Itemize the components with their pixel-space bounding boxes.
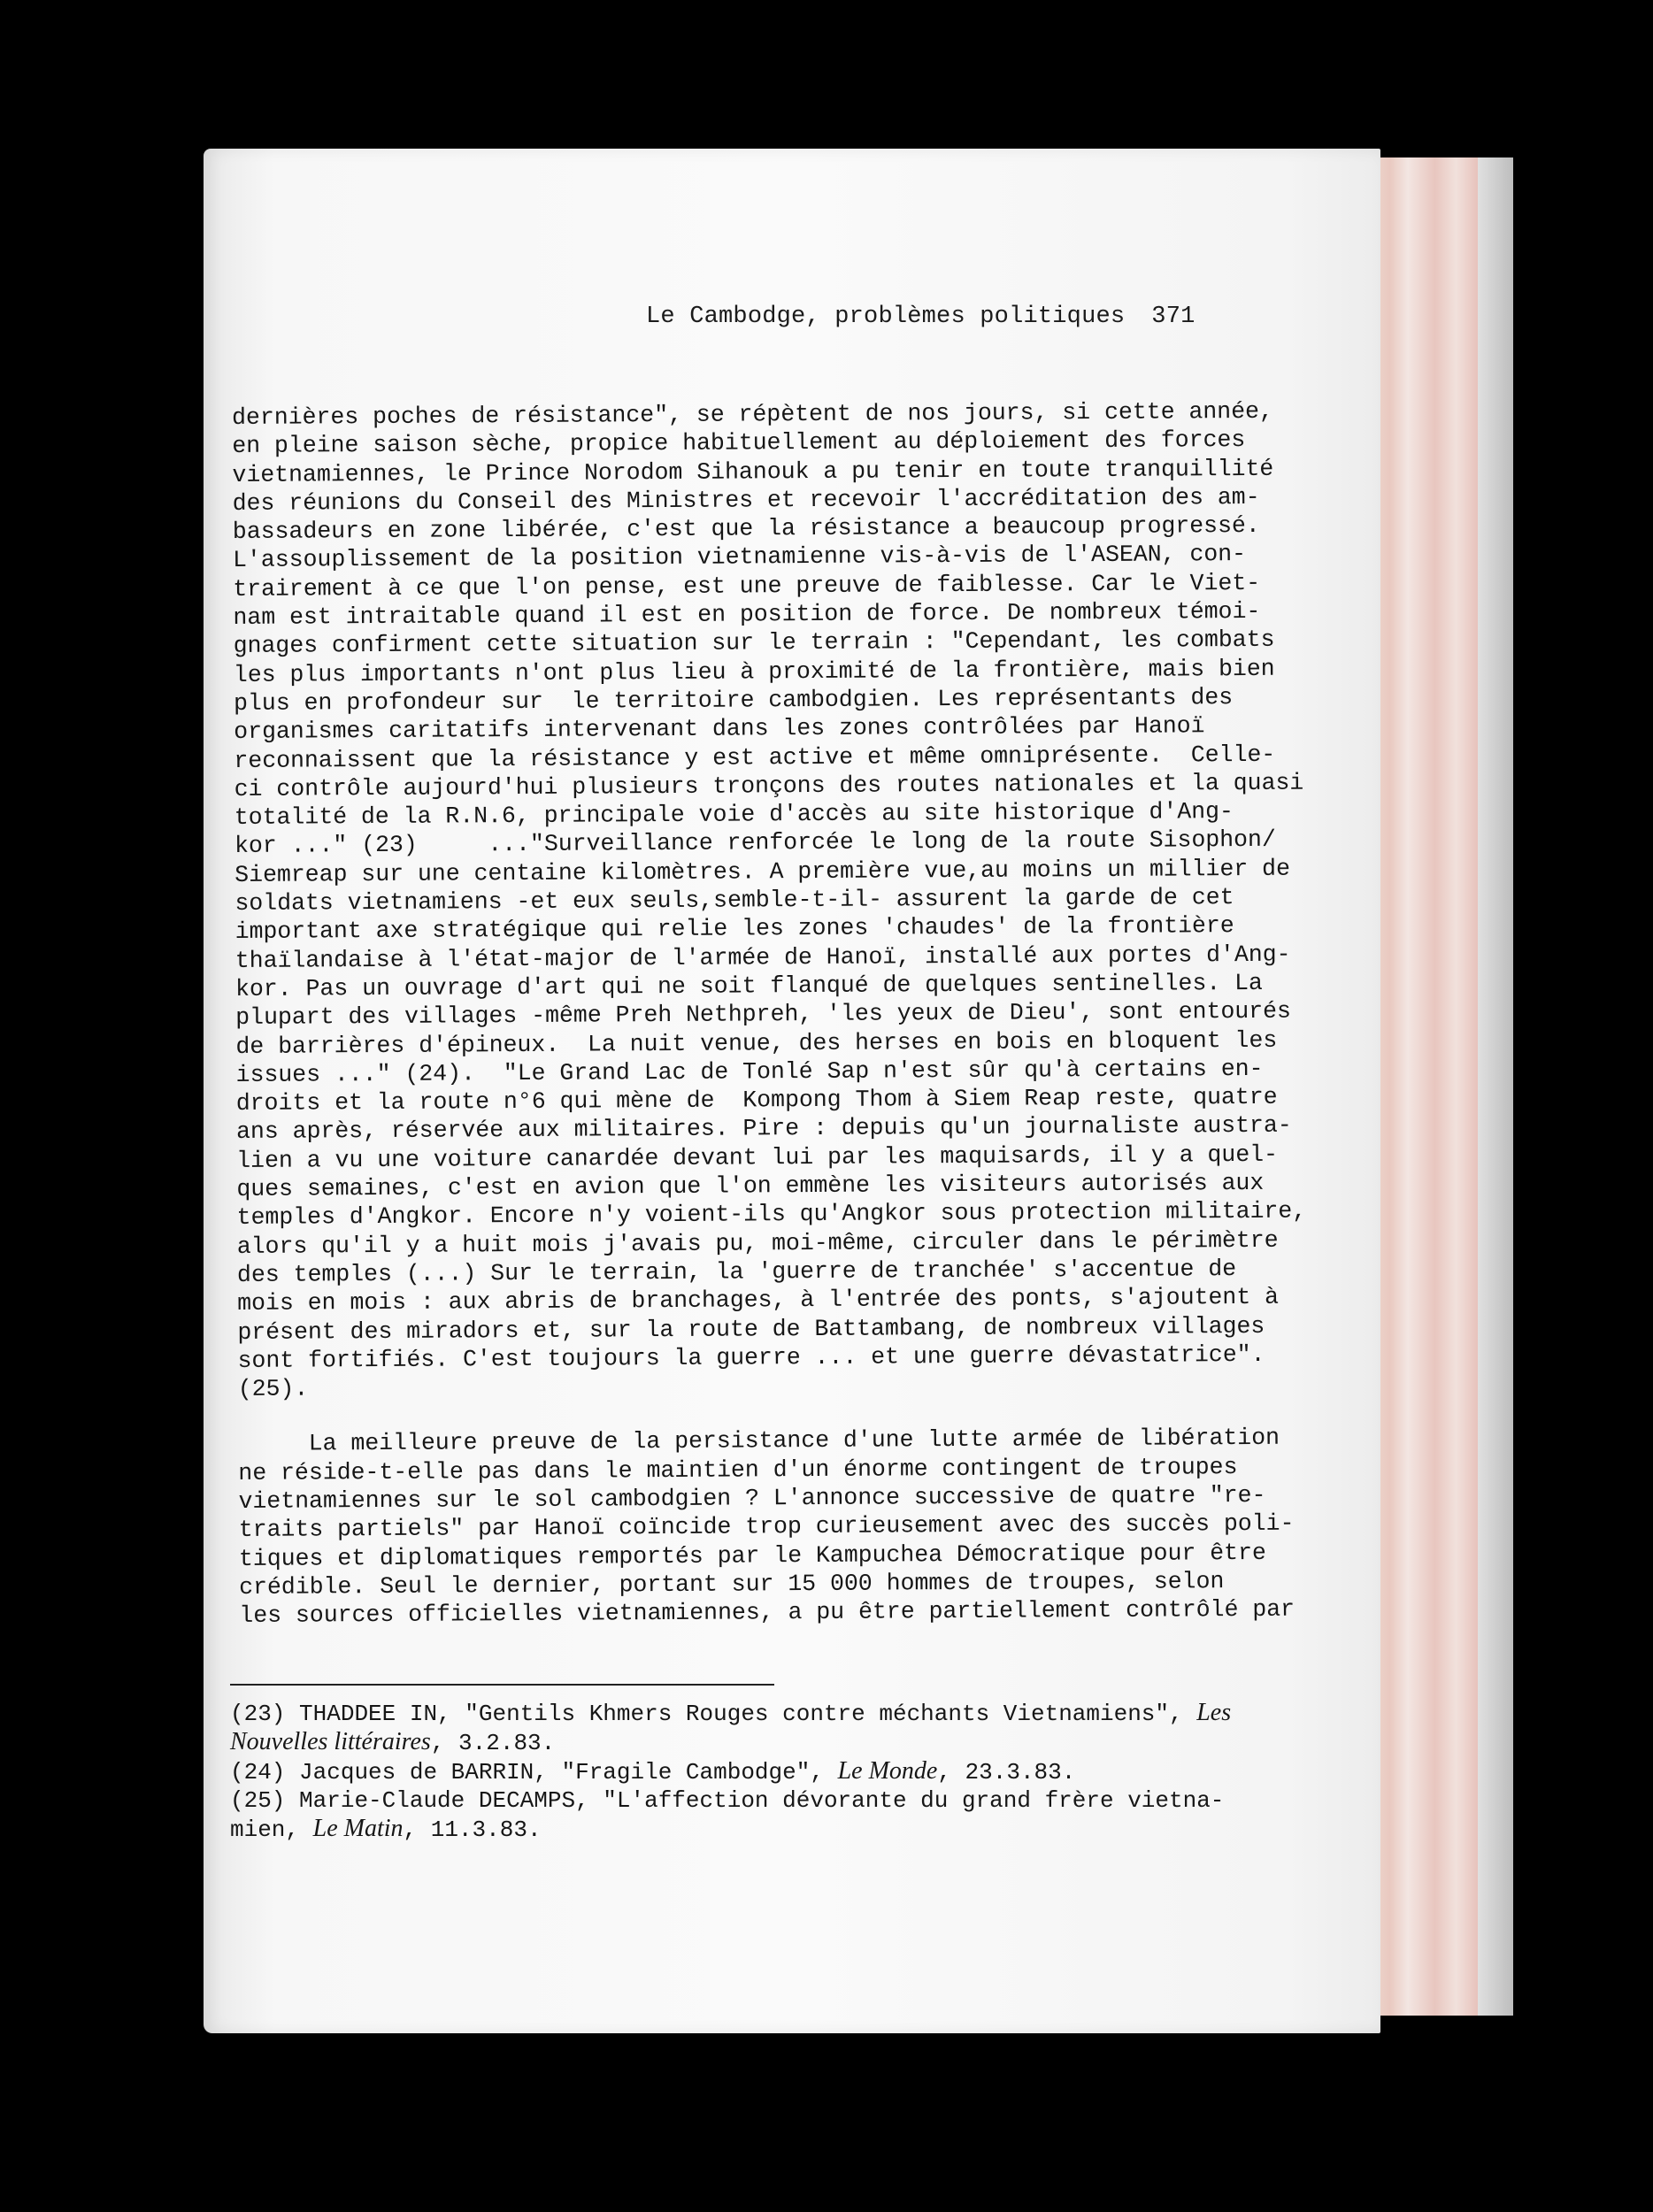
text-line: lien a vu une voiture canardée devant lui par les maquisards, il y a quel-	[236, 1141, 1279, 1174]
text-line: vietnamiennes sur le sol cambodgien ? L'annonce successive de quatre "re-	[238, 1481, 1266, 1515]
footnote-23-cont	[230, 1728, 1274, 1757]
paragraph-2	[238, 1424, 1295, 1630]
footnote-source: Les	[1196, 1699, 1232, 1726]
footnote-marker: (25)	[230, 1787, 286, 1814]
text-line: La meilleure preuve de la persistance d'une lutte armée de libération	[238, 1425, 1280, 1458]
text-line: bassadeurs en zone libérée, c'est que la résistance a beaucoup progressé.	[232, 512, 1260, 546]
body-text	[232, 397, 1307, 1631]
footnote-source: Le Matin	[312, 1815, 404, 1842]
page-number: 371	[1151, 303, 1196, 330]
text-line: temples d'Angkor. Encore n'y voient-ils qu'Angkor sous protection militaire,	[236, 1197, 1307, 1232]
text-line: ques semaines, c'est en avion que l'on emmène les visiteurs autorisés aux	[236, 1169, 1265, 1202]
text-line: mois en mois : aux abris de branchages, à l'entrée des ponts, s'ajoutent à	[237, 1283, 1280, 1317]
footnote-title: "Gentils Khmers Rouges contre méchants Vietnamiens",	[465, 1701, 1183, 1727]
text-line: crédible. Seul le dernier, portant sur 15 000 hommes de troupes, selon	[239, 1568, 1225, 1601]
text-line: dernières poches de résistance", se répètent de nos jours, si cette année,	[232, 397, 1273, 431]
running-header	[646, 303, 1196, 330]
footnote-source: Nouvelles littéraires	[230, 1728, 431, 1755]
footnote-title: mien,	[230, 1816, 300, 1843]
footnote-title: "L'affection dévorante du grand frère vietna-	[603, 1787, 1225, 1814]
text-line: issues ..." (24). "Le Grand Lac de Tonlé Sap n'est sûr qu'à certains en-	[235, 1055, 1264, 1088]
text-line: vietnamiennes, le Prince Norodom Sihanouk a pu tenir en toute tranquillité	[232, 455, 1274, 488]
text-line: organismes caritatifs intervenant dans les zones contrôlées par Hanoï	[234, 712, 1205, 746]
text-line: tiques et diplomatiques remportés par le Kampuchea Démocratique pour être	[238, 1539, 1266, 1572]
text-line: reconnaissent que la résistance y est active et même omniprésente. Celle-	[234, 741, 1276, 774]
text-line: ans après, réservée aux militaires. Pire : depuis qu'un journaliste austra-	[235, 1112, 1292, 1146]
text-line: nam est intraitable quand il est en position de force. De nombreux témoi-	[233, 597, 1261, 632]
footnote-author: Marie-Claude DECAMPS,	[299, 1787, 589, 1814]
footnote-25-cont	[230, 1815, 1274, 1844]
footnote-separator	[230, 1684, 774, 1686]
text-line: des réunions du Conseil des Ministres et recevoir l'accréditation des am-	[232, 483, 1260, 517]
text-line: sont fortifiés. C'est toujours la guerre ... et une guerre dévastatrice".	[237, 1340, 1265, 1374]
text-line: important axe stratégique qui relie les zones 'chaudes' de la frontière	[234, 912, 1234, 946]
text-line: kor. Pas un ouvrage d'art qui ne soit flanqué de quelques sentinelles. La	[234, 969, 1264, 1002]
footnote-marker: (23)	[230, 1701, 286, 1727]
footnote-title: "Fragile Cambodge",	[561, 1759, 824, 1786]
footnotes	[230, 1699, 1274, 1844]
text-line: trairement à ce que l'on pense, est une preuve de faiblesse. Car le Viet-	[233, 569, 1261, 603]
footnote-date: , 23.3.83.	[937, 1759, 1076, 1786]
footnote-author: Jacques de BARRIN,	[299, 1759, 548, 1786]
text-line: alors qu'il y a huit mois j'avais pu, moi-même, circuler dans le périmètre	[236, 1226, 1279, 1260]
text-line: plupart des villages -même Preh Nethpreh, 'les yeux de Dieu', sont entourés	[235, 997, 1292, 1032]
text-line: des temples (...) Sur le terrain, la 'guerre de tranchée' s'accentue de	[236, 1255, 1237, 1288]
text-line: plus en profondeur sur le territoire cambodgien. Les représentants des	[233, 684, 1234, 717]
footnote-author: THADDEE IN,	[299, 1701, 451, 1727]
text-line: présent des miradors et, sur la route de Battambang, de nombreux villages	[237, 1312, 1265, 1346]
text-line: (25).	[237, 1375, 309, 1403]
text-line: Siemreap sur une centaine kilomètres. A première vue,au moins un millier de	[234, 855, 1291, 888]
text-line: ne réside-t-elle pas dans le maintien d'un énorme contingent de troupes	[238, 1453, 1238, 1486]
footnote-24	[230, 1757, 1274, 1786]
footnote-date: , 3.2.83.	[430, 1730, 556, 1756]
text-line: de barrières d'épineux. La nuit venue, des herses en bois en bloquent les	[235, 1026, 1278, 1060]
running-title: Le Cambodge, problèmes politiques	[646, 303, 1126, 330]
page-edges	[1363, 157, 1513, 2016]
text-line: les plus importants n'ont plus lieu à proximité de la frontière, mais bien	[233, 655, 1275, 688]
footnote-date: , 11.3.83.	[403, 1816, 542, 1843]
text-line: totalité de la R.N.6, principale voie d'accès au site historique d'Ang-	[234, 798, 1234, 832]
text-line: kor ..." (23) ..."Surveillance renforcée le long de la route Sisophon/	[234, 826, 1276, 860]
footnote-marker: (24)	[230, 1759, 286, 1786]
text-line: soldats vietnamiens -et eux seuls,semble-t-il- assurent la garde de cet	[234, 884, 1234, 918]
text-line: gnages confirment cette situation sur le terrain : "Cependant, les combats	[233, 626, 1275, 660]
text-line: les sources officielles vietnamiennes, a pu être partiellement contrôlé par	[239, 1595, 1295, 1630]
book-page	[204, 149, 1380, 2033]
text-line: thaïlandaise à l'état-major de l'armée de Hanoï, installé aux portes d'Ang-	[234, 941, 1291, 974]
text-line: L'assouplissement de la position vietnamienne vis-à-vis de l'ASEAN, con-	[232, 541, 1247, 574]
footnote-23	[230, 1699, 1274, 1728]
paragraph-1	[232, 397, 1307, 1404]
text-line: ci contrôle aujourd'hui plusieurs tronçons des routes nationales et la quasi	[234, 769, 1304, 803]
text-line: en pleine saison sèche, propice habituellement au déploiement des forces	[232, 426, 1246, 460]
text-line: traits partiels" par Hanoï coïncide trop curieusement avec des succès poli-	[238, 1509, 1295, 1544]
footnote-source: Le Monde	[837, 1757, 938, 1785]
footnote-25	[230, 1786, 1274, 1815]
open-book	[204, 149, 1513, 2033]
text-line: droits et la route n°6 qui mène de Kompong Thom à Siem Reap reste, quatre	[235, 1083, 1278, 1118]
